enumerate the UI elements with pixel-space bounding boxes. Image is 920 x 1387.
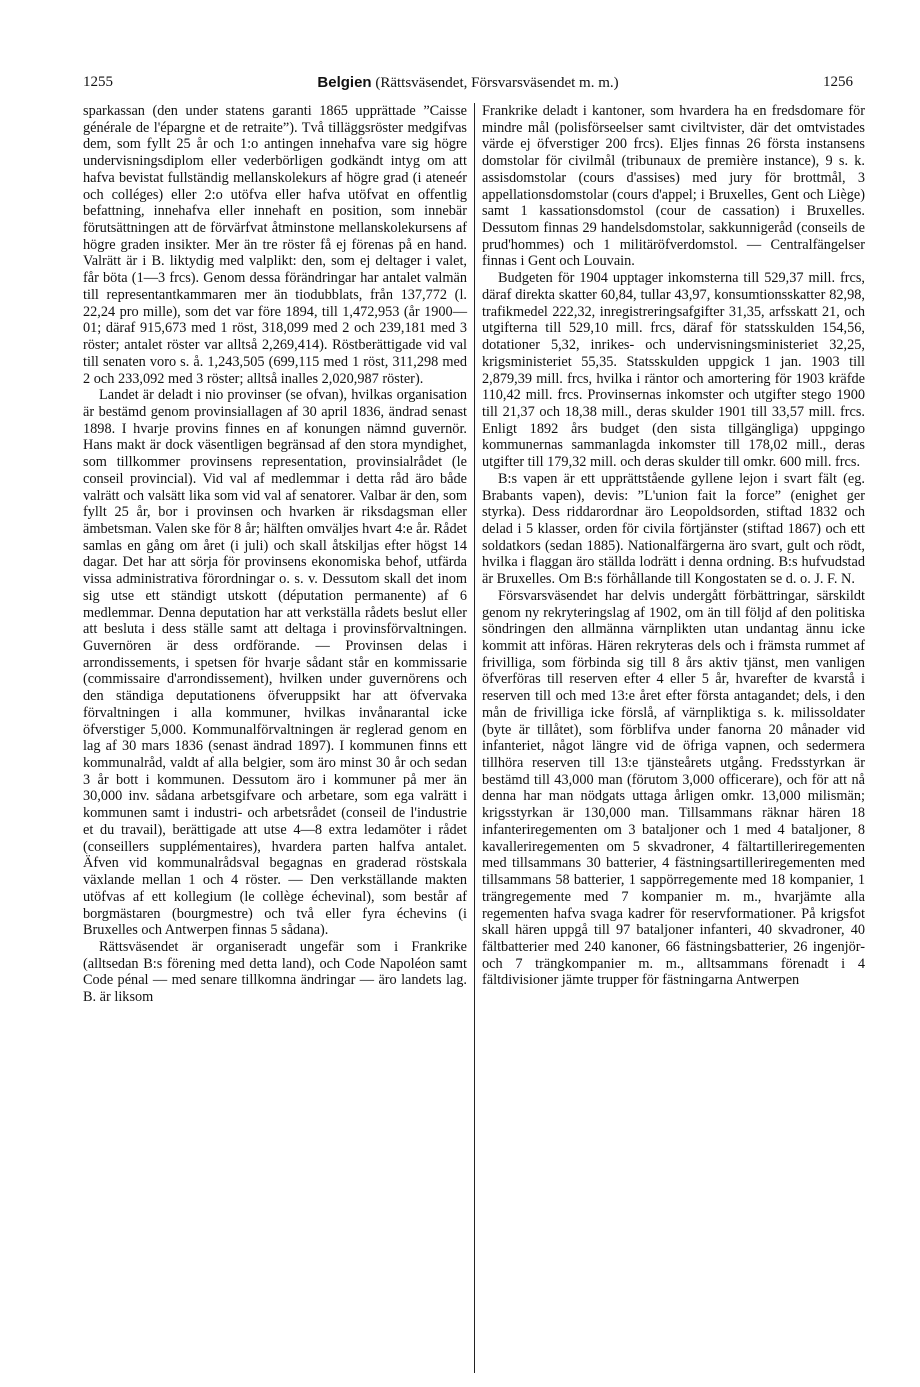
paragraph-judiciary: Rättsväsendet är organiseradt ungefär som i Frankrike (alltsedan B:s förening med detta land), och Code Napoléon samt Code pénal — med senare tillkomna ändringar — äro landets lag. B. är liksom bbox=[83, 938, 467, 1006]
running-title-subtitle: (Rättsväsendet, Försvarsväsendet m. m.) bbox=[375, 75, 619, 91]
paragraph-arms-and-flag: B:s vapen är ett upprättstående gyllene lejon i svart fält (eg. Brabants vapen), devis: ”L'union fait la force” (enighet ger styrka). Dess riddarordnar äro Leopoldsorden, stiftad 1832 och delad i 5 klasser, orden för civila förtjänster (stiftad 1867) och ett soldatkors (sedan 1885). Nationalfärgerna äro svart, gult och rödt, hvilka i flaggan äro ställda lodrätt i denna ordning. B:s hufvudstad är Bruxelles. Om B:s förhållande till Kongostaten se d. o. J. F. N. bbox=[482, 470, 865, 588]
column-divider bbox=[474, 103, 475, 1373]
page-number-right: 1256 bbox=[823, 74, 853, 90]
paragraph-budget: Budgeten för 1904 upptager inkomsterna till 529,37 mill. frcs, däraf direkta skatter 60,84, tullar 43,97, konsumtionsskatter 82,98, trafikmedel 222,32, inregistreringsafgifter 31,35, arfsskatt 21, och utgifterna till 529,10 mill. frcs, däraf för statsskulden 154,56, dotationer 5,32, inrikes- och undervisningsministeriet 32,25, krigsministeriet 55,35. Statsskulden uppgick 1 jan. 1903 till 2,879,39 mill. frcs, hvilka i räntor och amortering för 1903 kräfde 110,42 mill. frcs. Provinsernas inkomster och utgifter stego 1900 till 21,37 och 18,38 mill., deras skulder 1901 till 33,57 mill. frcs. Enligt 1892 års budget (den sista tillgängliga) uppgingo kommunernas sammanlagda inkomster till 178,02 mill., deras utgifter till 179,32 mill. och deras skulder till omkr. 600 mill. frcs. bbox=[482, 270, 865, 471]
page-header bbox=[83, 74, 853, 94]
paragraph-defence: Försvarsväsendet har delvis undergått förbättringar, särskildt genom ny rekryteringslag af 1902, om än till följd af den politiska söndringen den allmänna värnplikten utan undantag ännu icke kommit att införas. Hären rekryteras dels och i främsta rummet af frivilliga, som förbinda sig till 8 års aktiv tjänst, men vanligen öfverföras till reserven efter 4 eller 5 år, hvarefter de kvarstå i reserven till och med 13:e året efter första antagandet; dels, i den mån de frivilliga icke förslå, af värnpliktiga s. k. milissoldater (byte är tillåtet), som förblifva under fanorna 20 månader vid infanteriet, något längre vid de öfriga vapnen, och sedermera tillhöra reserven till 13:e tjänsteårets utgång. Fredsstyrkan är bestämd till 43,000 man (förutom 3,000 officerare), och för att nå denna har man nödgats uttaga årligen omkr. 13,000 milismän; krigsstyrkan är 130,000 man. Tillsammans räknar hären 18 infanteriregementen om 3 bataljoner och 1 med 4 bataljoner, 8 kavalleriregementen om 5 skvadroner, 4 fältartilleriregementen med tillsammans 30 batterier, 4 fästningsartilleriregementen med tillsammans 58 batterier, 1 sappörregemente med 18 kompanier, 1 trängregemente med 7 kompanier m. m., hvarjämte alla regementen hafva svaga kadrer för reservformationer. På krigsfot skall hären uppgå till 97 bataljoner infanteri, 40 skvadroner, 40 fältbatterier med 240 kanoner, 66 fästningsbatterier, 26 ingenjör- och 7 trängkompanier m. m., alltsammans förenadt i 4 fältdivisioner jämte trupper för fästningarna Antwerpen bbox=[482, 587, 865, 989]
paragraph-courts: Frankrike deladt i kantoner, som hvardera ha en fredsdomare för mindre mål (polisförseelser samt civiltvister, där det omtvistades värde ej öfverstiger 200 frcs). Eljes finnas 26 första instansens domstolar för civilmål (tribunaux de première instance), 9 s. k. assisdomstolar (cours d'assises) med jury för brottmål, 3 appellationsdomstolar (cours d'appel; i Bruxelles, Gent och Liège) samt 1 kassationsdomstol (cour de cassation) i Bruxelles. Dessutom finnas 29 handelsdomstolar, sakkunnigeråd (conseils de prud'hommes) och 1 militäröfverdomstol. — Centralfängelser finnas i Gent och Louvain. bbox=[482, 103, 865, 270]
right-column bbox=[482, 103, 865, 989]
paragraph-suffrage: sparkassan (den under statens garanti 1865 upprättade ”Caisse générale de l'épargne et de retraite”). Två tilläggsröster medgifvas dem, som fyllt 25 år och 1:o antingen innehafva vare sig högre undervisningsdiplom eller vederbörligen godkändt intyg om att hafva bevistat fullständig mellanskolekurs af högre grad (i ateneér och colléges) eller 2:o utöfva eller hafva utöfvat en offentlig befattning, innehafva eller innehaft en position, som innebär förutsättningen att de förvärfvat åtminstone mellanskolekursens af högre graden insikter. Mer än tre röster få ej förenas på en hand. Valrätt är i B. liktydig med valplikt: den, som ej deltager i valet, får böta (1—3 frcs). Genom dessa förändringar har antalet valmän till representantkammaren mer än tiodubblats, från 137,772 (l. 22,24 pro mille), som det var före 1894, till 1,472,953 (år 1900—01; däraf 915,673 med 1 röst, 318,099 med 2 och 239,181 med 3 röster; antalet röster var alltså 2,269,414). Röstberättigade vid val till senaten voro s. å. 1,243,505 (699,115 med 1 röst, 311,298 med 2 och 233,092 med 3 röster; alltså inalles 2,020,987 röster). bbox=[83, 103, 467, 387]
running-title bbox=[83, 74, 853, 92]
page-number-left: 1255 bbox=[83, 74, 113, 90]
running-title-country: Belgien bbox=[317, 74, 372, 91]
paragraph-provinces: Landet är deladt i nio provinser (se ofvan), hvilkas organisation är bestämd genom provinsiallagen af 30 april 1836, ändrad senast 1898. I hvarje provins finnes en af konungen nämnd guvernör. Hans makt är dock väsentligen begränsad af den stora myndighet, som tillkommer provinsens representation, provinsialrådet (le conseil provincial). Vid val af medlemmar i detta råd äro både valrätt och valsätt lika som vid val af senatorer. Valbar är den, som fyllt 25 år, bor i provinsen och hvarken är riksdagsman eller ämbetsman. Valen ske för 8 år; hälften omväljes hvart 4:e år. Rådet samlas en gång om året (i juli) och skall åtskiljas efter högst 14 dagar. Det har att sörja för provinsens ekonomiska behof, utfärda vissa administrativa förordningar o. s. v. Dessutom skall det inom sig utse ett ständigt utskott (députation permanente) af 6 medlemmar. Denna deputation har att verkställa rådets beslut eller att besluta i dess ställe samt att deltaga i provinsförvaltningen. Guvernören är dess ordförande. — Provinsen delas i arrondissements, i spetsen för hvarje sådant står en kommissarie (commissaire d'arrondissement), hvilken under guvernörens och den ständiga deputationens öfveruppsikt har att öfvervaka förvaltningen i alla kommuner, hvilkas invånarantal icke öfverstiger 5,000. Kommunalförvaltningen är reglerad genom en lag af 30 mars 1836 (senast ändrad 1897). I kommunen finns ett kommunalråd, valdt af alla belgier, som äro minst 30 år och sedan 3 år bott i kommunen. Dessutom äro i kommuner på mer än 30,000 inv. sådana arbetsgifvare och arbetare, som ega valrätt i kommunen samt i industri- och arbetsrådet (conseil de l'industrie et du travail), berättigade att utse 4—8 extra ledamöter i rådet (conseillers supplémentaires), hvardera parten halfva antalet. Äfven vid kommunalrådsval begagnas en graderad röstskala växlande mellan 1 och 4 röster. — Den verkställande makten utöfvas af ett kollegium (le collège échevinal), som består af borgmästaren (bourgmestre) och två eller fyra échevins (i Bruxelles och Antwerpen finnas 5 sådana). bbox=[83, 387, 467, 939]
left-column bbox=[83, 103, 467, 1006]
